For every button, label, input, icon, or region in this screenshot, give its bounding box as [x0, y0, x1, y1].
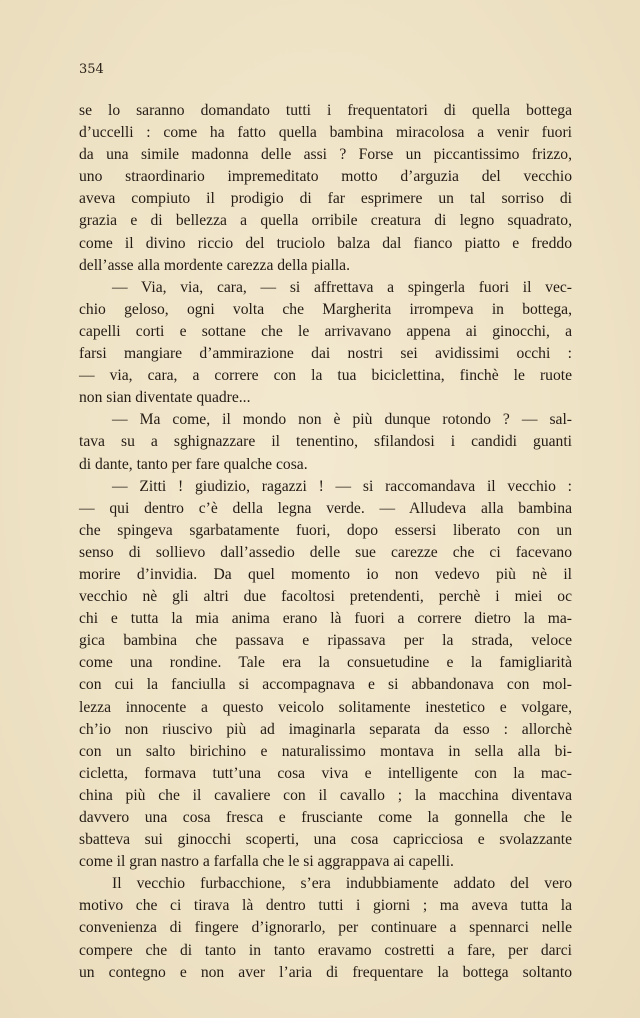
text-line: di dante, tanto per fare qualche cosa.	[79, 455, 308, 473]
text-line: cicletta, formava tutt’una cosa viva e intelligente con la mac-	[79, 764, 572, 782]
text-line: — Zitti ! giudizio, ragazzi ! — si raccomandava il vecchio :	[112, 477, 572, 495]
text-line: — Via, via, cara, — si affrettava a spingerla fuori il vec-	[112, 278, 572, 296]
text-line: aveva compiuto il prodigio di far esprimere un tal sorriso di	[79, 190, 572, 208]
text-line: Il vecchio furbacchione, s’era indubbiamente addato del vero	[112, 875, 572, 893]
text-line: motivo che ci tirava là dentro tutti i giorni ; ma aveva tutta la	[79, 897, 572, 915]
body-text	[79, 100, 572, 984]
text-line: morire d’invidia. Da quel momento io non vedevo più nè il	[79, 565, 572, 583]
text-line: farsi mangiare d’ammirazione dai nostri sei avidissimi occhi :	[79, 345, 572, 363]
text-line: come il gran nastro a farfalla che le si aggrappava ai capelli.	[79, 853, 454, 871]
text-line: — qui dentro c’è della legna verde. — Alludeva alla bambina	[79, 499, 572, 517]
text-line: che spingeva sgarbatamente fuori, dopo essersi liberato con un	[79, 521, 572, 539]
text-line: senso di sollievo dall’assedio delle sue carezze che ci facevano	[79, 543, 572, 561]
text-line: d’uccelli : come ha fatto quella bambina miracolosa a venir fuori	[79, 124, 572, 142]
text-line: sbatteva sui ginocchi scoperti, una cosa capricciosa e svolazzante	[79, 831, 572, 849]
text-line: come una rondine. Tale era la consuetudine e la famigliarità	[79, 654, 572, 672]
text-line: con un salto birichino e naturalissimo montava in sella alla bi-	[79, 742, 572, 760]
text-line: capelli corti e sottane che le arrivavano appena ai ginocchi, a	[79, 322, 572, 340]
text-line: chio geloso, ogni volta che Margherita irrompeva in bottega,	[79, 300, 572, 318]
text-line: compere che di tanto in tanto eravamo costretti a fare, per darci	[79, 941, 572, 959]
text-line: con cui la fanciulla si accompagnava e si abbandonava con mol-	[79, 676, 572, 694]
text-line: se lo saranno domandato tutti i frequentatori di quella bottega	[79, 102, 572, 119]
text-line: ch’io non riuscivo più ad imaginarla separata da esso : allorchè	[79, 720, 572, 738]
text-line: da una simile madonna delle assi ? Forse un piccantissimo frizzo,	[79, 146, 572, 164]
page-number: 354	[79, 62, 104, 77]
text-line: china più che il cavaliere con il cavallo ; la macchina diventava	[79, 786, 572, 804]
text-line: come il divino riccio del truciolo balza dal fianco piatto e freddo	[79, 234, 572, 252]
text-line: davvero una cosa fresca e frusciante come la gonnella che le	[79, 809, 572, 826]
text-line: un contegno e non aver l’aria di frequentare la bottega soltanto	[79, 963, 572, 981]
text-line: dell’asse alla mordente carezza della pialla.	[79, 256, 351, 274]
text-line: — Ma come, il mondo non è più dunque rotondo ? — sal-	[112, 411, 572, 429]
text-line: chi e tutta la mia anima erano là fuori a correre dietro la ma-	[79, 610, 572, 628]
text-line: vecchio nè gli altri due facoltosi pretendenti, perchè i miei oc	[79, 588, 572, 606]
text-line: uno straordinario impremeditato motto d’arguzia del vecchio	[79, 168, 572, 186]
text-line: convenienza di fingere d’ignorarlo, per continuare a spennarci nelle	[79, 919, 572, 937]
text-line: grazia e di bellezza a quella orribile creatura di legno squadrato,	[79, 212, 572, 230]
text-line: non sian diventate quadre...	[79, 389, 251, 407]
text-line: — via, cara, a correre con la tua biciclettina, finchè le ruote	[79, 367, 572, 385]
text-line: lezza innocente a questo veicolo solitamente inestetico e volgare,	[79, 698, 572, 716]
text-line: tava su a sghignazzare il tenentino, sfilandosi i candidi guanti	[79, 433, 572, 451]
text-line: gica bambina che passava e ripassava per la strada, veloce	[79, 632, 572, 650]
